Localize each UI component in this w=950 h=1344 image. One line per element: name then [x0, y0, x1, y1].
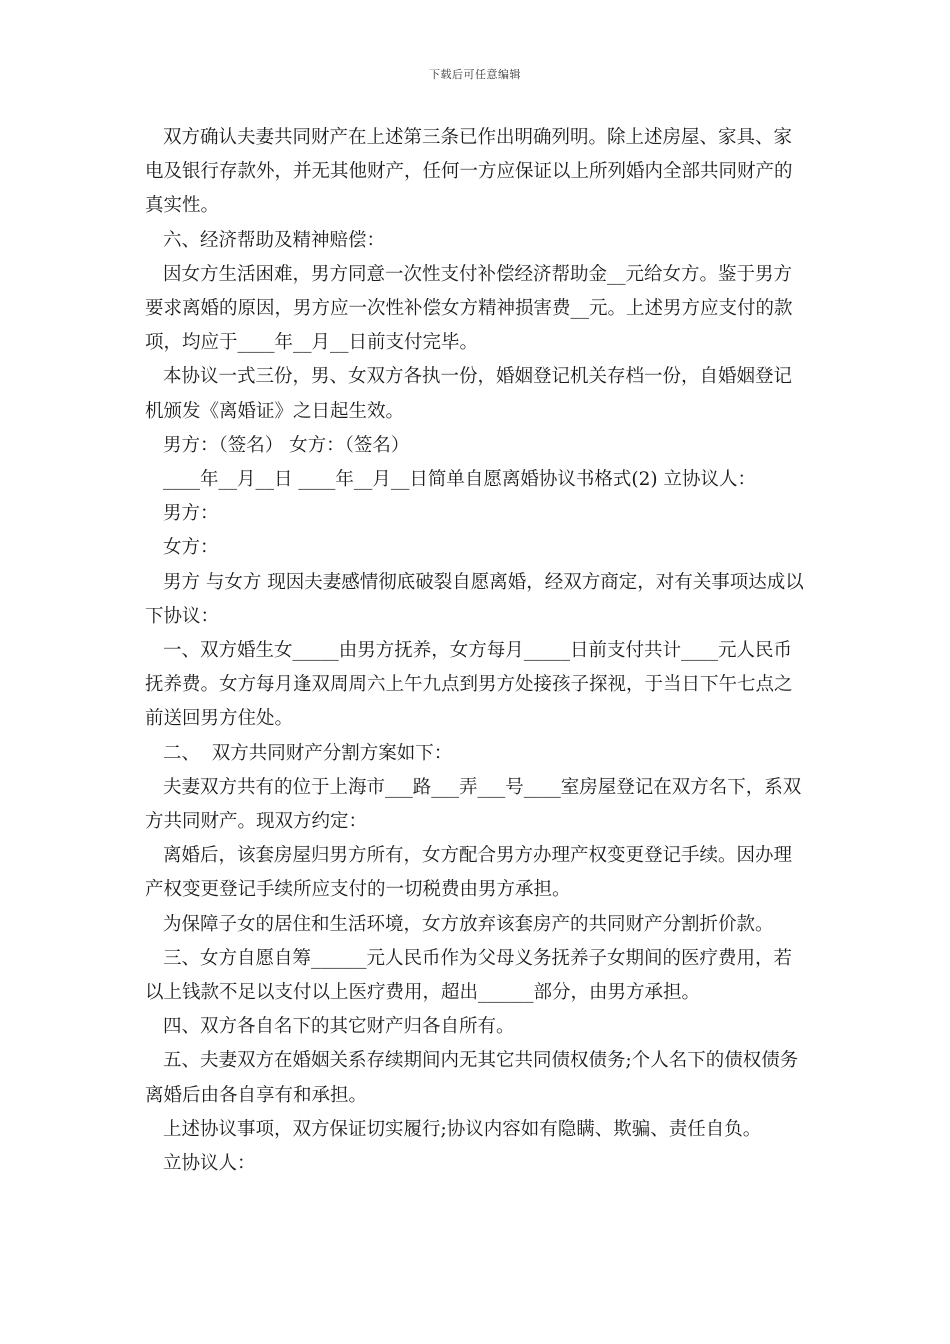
document-body [145, 121, 807, 1181]
page-header: 下载后可任意编辑 [429, 68, 521, 81]
paragraph-shared-house: 夫妻双方共有的位于上海市___路___弄___号____室房屋登记在双方名下，系双方共同财产。现双方约定： [145, 776, 802, 833]
party-female: 女方： [163, 537, 219, 559]
clause-2-heading: 二、 双方共同财产分割方案如下： [163, 742, 453, 764]
section-heading-economic-help: 六、经济帮助及精神赔偿： [163, 229, 386, 251]
paragraph-copies-effective: 本协议一式三份，男、女双方各执一份，婚姻登记机关存档一份，自婚姻登记机颁发《离婚证》之日起生效。 [145, 366, 793, 422]
date-line-and-title: ____年__月__日 ____年__月__日简单自愿离婚协议书格式(2) 立协议人： [163, 469, 756, 491]
paragraph-property-confirmation: 双方确认夫妻共同财产在上述第三条已作出明确列明。除上述房屋、家具、家电及银行存款外，并无其他财产，任何一方应保证以上所列婚内全部共同财产的真实性。 [145, 127, 793, 217]
party-male: 男方： [163, 503, 219, 525]
paragraph-guarantee: 上述协议事项，双方保证切实履行;协议内容如有隐瞒、欺骗、责任自负。 [163, 1118, 762, 1140]
clause-1-child-custody: 一、双方婚生女_____由男方抚养，女方每月_____日前支付共计____元人民币抚养费。女方每月逢双周周六上午九点到男方处接孩子探视，于当日下午七点之前送回男方住处。 [145, 640, 793, 730]
paragraph-house-ownership: 离婚后，该套房屋归男方所有，女方配合男方办理产权变更登记手续。因办理产权变更登记手续所应支付的一切税费由男方承担。 [145, 845, 793, 901]
clause-4-other-property: 四、双方各自名下的其它财产归各自所有。 [163, 1016, 515, 1038]
paragraph-compensation: 因女方生活困难，男方同意一次性支付补偿经济帮助金__元给女方。鉴于男方要求离婚的原因，男方应一次性补偿女方精神损害费__元。上述男方应支付的款项，均应于____年__月__日前支付完毕。 [145, 263, 793, 354]
paragraph-intro: 男方 与女方 现因夫妻感情彻底破裂自愿离婚，经双方商定，对有关事项达成以下协议： [145, 571, 804, 627]
signatory-label: 立协议人： [163, 1153, 256, 1175]
paragraph-waiver: 为保障子女的居住和生活环境，女方放弃该套房产的共同财产分割折价款。 [163, 913, 774, 935]
signature-line: 男方：（签名） 女方：（签名） [163, 434, 410, 456]
clause-5-debts: 五、夫妻双方在婚姻关系存续期间内无其它共同债权债务;个人名下的债权债务离婚后由各自享有和承担。 [145, 1050, 799, 1106]
clause-3-medical-fees: 三、女方自愿自筹______元人民币作为父母义务抚养子女期间的医疗费用，若以上钱款不足以支付以上医疗费用，超出______部分，由男方承担。 [145, 947, 793, 1004]
